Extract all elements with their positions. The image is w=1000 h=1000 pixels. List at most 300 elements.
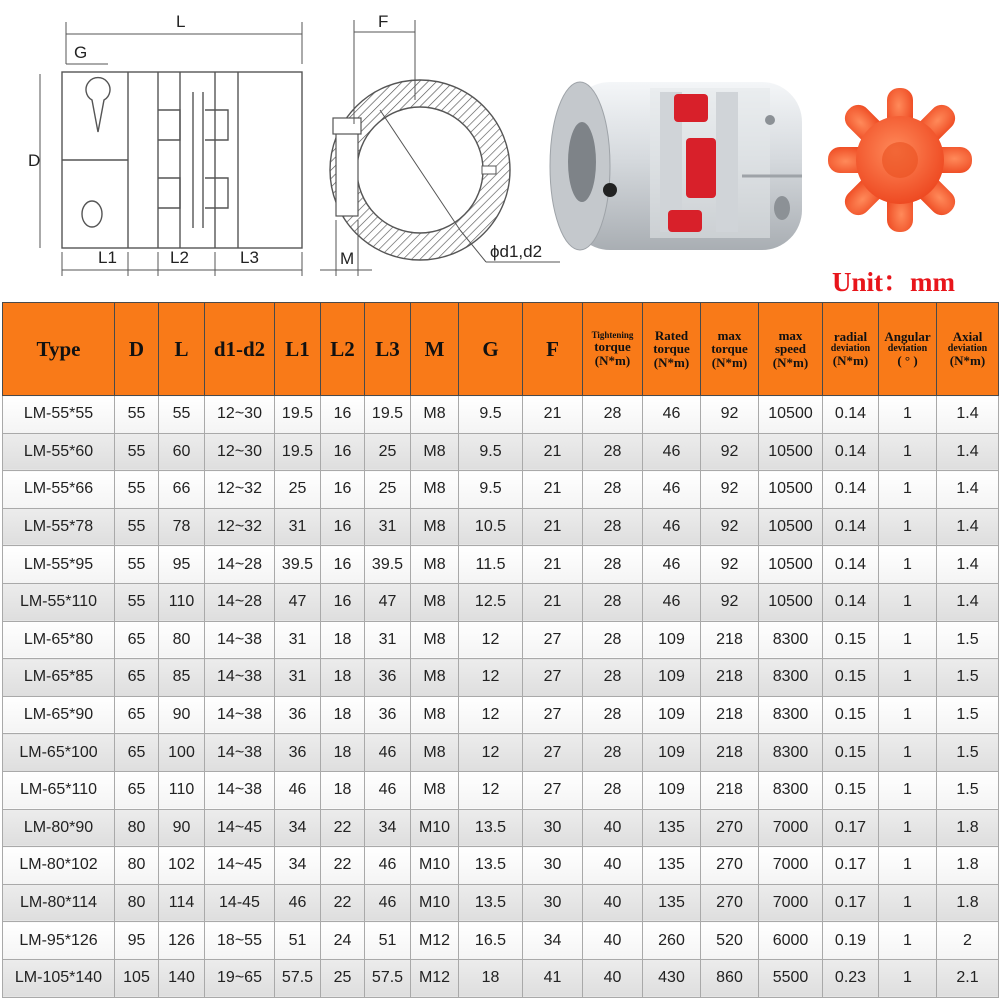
value-cell: 0.15 (823, 696, 879, 734)
header-cell (759, 303, 823, 396)
header-line: torque (711, 341, 748, 357)
dim-label-F: F (378, 12, 389, 31)
value-cell: 1.4 (937, 471, 999, 509)
dim-label-bore: ϕd1,d2 (490, 242, 543, 261)
value-cell: 21 (523, 508, 583, 546)
coupling-drawings (0, 0, 1000, 300)
header-line: speed (774, 341, 807, 357)
value-cell: 14~38 (205, 734, 275, 772)
value-cell: 1 (879, 508, 937, 546)
type-cell: LM-65*90 (3, 696, 115, 734)
value-cell: 18 (321, 659, 365, 697)
type-cell: LM-105*140 (3, 959, 115, 997)
header-line: deviation (887, 342, 928, 354)
value-cell: 28 (583, 621, 643, 659)
value-cell: 21 (523, 396, 583, 434)
header-line: ( ° ) (897, 353, 918, 369)
type-cell: LM-55*55 (3, 396, 115, 434)
coupling-spec-table (2, 302, 999, 998)
value-cell: 260 (643, 922, 701, 960)
value-cell: 1 (879, 847, 937, 885)
value-cell: 7000 (759, 884, 823, 922)
header-cell (937, 303, 999, 396)
value-cell: 40 (583, 884, 643, 922)
value-cell: 18 (321, 696, 365, 734)
value-cell: 92 (701, 583, 759, 621)
dim-label-M: M (340, 249, 355, 268)
value-cell: 9.5 (459, 433, 523, 471)
value-cell: M10 (411, 884, 459, 922)
value-cell: 2.1 (937, 959, 999, 997)
value-cell: 24 (321, 922, 365, 960)
value-cell: 39.5 (275, 546, 321, 584)
value-cell: 109 (643, 734, 701, 772)
value-cell: 92 (701, 508, 759, 546)
insert-jaw-top (674, 94, 708, 122)
value-cell: 95 (159, 546, 205, 584)
value-cell: 0.14 (823, 471, 879, 509)
type-cell: LM-55*66 (3, 471, 115, 509)
value-cell: 46 (365, 884, 411, 922)
value-cell: 27 (523, 734, 583, 772)
value-cell: M8 (411, 396, 459, 434)
value-cell: 16 (321, 583, 365, 621)
header-cell: L1 (275, 303, 321, 396)
value-cell: 22 (321, 884, 365, 922)
header-line: torque (653, 341, 690, 357)
value-cell: 1.4 (937, 508, 999, 546)
value-cell: 18 (321, 771, 365, 809)
value-cell: 40 (583, 809, 643, 847)
type-cell: LM-65*85 (3, 659, 115, 697)
value-cell: 10500 (759, 433, 823, 471)
value-cell: 10.5 (459, 508, 523, 546)
value-cell: 1.8 (937, 847, 999, 885)
value-cell: 1.8 (937, 809, 999, 847)
value-cell: 27 (523, 621, 583, 659)
value-cell: 10500 (759, 546, 823, 584)
value-cell: 92 (701, 433, 759, 471)
header-line: (N*m) (653, 354, 690, 370)
value-cell: 40 (583, 959, 643, 997)
value-cell: 92 (701, 396, 759, 434)
value-cell: 80 (159, 621, 205, 659)
value-cell: 25 (321, 959, 365, 997)
value-cell: 9.5 (459, 396, 523, 434)
value-cell: M8 (411, 771, 459, 809)
value-cell: M10 (411, 847, 459, 885)
header-line: (N*m) (772, 354, 809, 370)
table-row (3, 433, 999, 471)
value-cell: 100 (159, 734, 205, 772)
value-cell: 25 (365, 471, 411, 509)
value-cell: 2 (937, 922, 999, 960)
value-cell: 14~38 (205, 771, 275, 809)
value-cell: 55 (115, 396, 159, 434)
value-cell: 65 (115, 771, 159, 809)
value-cell: 270 (701, 847, 759, 885)
value-cell: 14-45 (205, 884, 275, 922)
table-row (3, 884, 999, 922)
value-cell: 46 (643, 583, 701, 621)
value-cell: 1 (879, 621, 937, 659)
value-cell: 36 (275, 734, 321, 772)
header-cell: D (115, 303, 159, 396)
dim-label-G: G (74, 43, 88, 62)
value-cell: 46 (275, 771, 321, 809)
header-line: radial (833, 329, 868, 345)
value-cell: 36 (365, 696, 411, 734)
value-cell: 66 (159, 471, 205, 509)
value-cell: 31 (365, 508, 411, 546)
dim-label-L: L (176, 12, 186, 31)
value-cell: 1 (879, 583, 937, 621)
value-cell: 12~32 (205, 471, 275, 509)
value-cell: 8300 (759, 659, 823, 697)
value-cell: 31 (275, 621, 321, 659)
value-cell: 218 (701, 771, 759, 809)
type-cell: LM-55*110 (3, 583, 115, 621)
value-cell: 10500 (759, 471, 823, 509)
value-cell: 16 (321, 471, 365, 509)
value-cell: 1 (879, 546, 937, 584)
value-cell: 140 (159, 959, 205, 997)
value-cell: 60 (159, 433, 205, 471)
value-cell: 39.5 (365, 546, 411, 584)
value-cell: 16 (321, 396, 365, 434)
value-cell: 14~28 (205, 546, 275, 584)
value-cell: 90 (159, 809, 205, 847)
value-cell: 40 (583, 847, 643, 885)
value-cell: 14~38 (205, 659, 275, 697)
value-cell: 95 (115, 922, 159, 960)
header-cell: G (459, 303, 523, 396)
value-cell: 0.17 (823, 884, 879, 922)
value-cell: 6000 (759, 922, 823, 960)
value-cell: 40 (583, 922, 643, 960)
value-cell: 105 (115, 959, 159, 997)
value-cell: 7000 (759, 847, 823, 885)
value-cell: 21 (523, 583, 583, 621)
value-cell: 0.14 (823, 396, 879, 434)
value-cell: 1 (879, 809, 937, 847)
value-cell: 270 (701, 884, 759, 922)
value-cell: M12 (411, 959, 459, 997)
value-cell: 218 (701, 621, 759, 659)
value-cell: 110 (159, 583, 205, 621)
type-cell: LM-65*100 (3, 734, 115, 772)
value-cell: 12~30 (205, 396, 275, 434)
header-line: (N*m) (949, 353, 986, 369)
value-cell: 18~55 (205, 922, 275, 960)
value-cell: 19~65 (205, 959, 275, 997)
value-cell: 46 (643, 396, 701, 434)
value-cell: 25 (365, 433, 411, 471)
value-cell: 25 (275, 471, 321, 509)
value-cell: 41 (523, 959, 583, 997)
header-cell: L (159, 303, 205, 396)
value-cell: 10500 (759, 396, 823, 434)
value-cell: 27 (523, 659, 583, 697)
value-cell: 80 (115, 809, 159, 847)
value-cell: 21 (523, 546, 583, 584)
value-cell: 21 (523, 433, 583, 471)
value-cell: 860 (701, 959, 759, 997)
header-line: (N*m) (594, 352, 631, 368)
value-cell: 46 (365, 734, 411, 772)
value-cell: 0.15 (823, 771, 879, 809)
value-cell: 46 (643, 471, 701, 509)
value-cell: 0.23 (823, 959, 879, 997)
value-cell: 430 (643, 959, 701, 997)
table-row (3, 396, 999, 434)
table-row (3, 659, 999, 697)
value-cell: 34 (275, 847, 321, 885)
value-cell: 36 (365, 659, 411, 697)
header-cell: F (523, 303, 583, 396)
value-cell: 14~38 (205, 621, 275, 659)
value-cell: 46 (365, 771, 411, 809)
dim-label-L3: L3 (240, 248, 259, 267)
table-row (3, 734, 999, 772)
value-cell: 28 (583, 734, 643, 772)
value-cell: M8 (411, 508, 459, 546)
value-cell: 109 (643, 696, 701, 734)
value-cell: M10 (411, 809, 459, 847)
value-cell: 12 (459, 696, 523, 734)
value-cell: M12 (411, 922, 459, 960)
value-cell: 1 (879, 771, 937, 809)
value-cell: 65 (115, 659, 159, 697)
value-cell: 270 (701, 809, 759, 847)
value-cell: 12 (459, 621, 523, 659)
value-cell: 12~30 (205, 433, 275, 471)
header-line: Rated (654, 327, 689, 343)
value-cell: 0.14 (823, 508, 879, 546)
value-cell: 0.17 (823, 847, 879, 885)
value-cell: 135 (643, 884, 701, 922)
value-cell: 8300 (759, 621, 823, 659)
header-cell: Type (3, 303, 115, 396)
value-cell: 46 (643, 433, 701, 471)
type-cell: LM-95*126 (3, 922, 115, 960)
type-cell: LM-65*110 (3, 771, 115, 809)
value-cell: 65 (115, 696, 159, 734)
dim-label-L2: L2 (170, 248, 189, 267)
value-cell: 92 (701, 471, 759, 509)
value-cell: 30 (523, 884, 583, 922)
table-row (3, 922, 999, 960)
value-cell: 28 (583, 696, 643, 734)
table-row (3, 696, 999, 734)
value-cell: 1.4 (937, 433, 999, 471)
value-cell: 1.4 (937, 396, 999, 434)
header-cell: d1-d2 (205, 303, 275, 396)
header-line: Axial (952, 329, 983, 345)
value-cell: 51 (275, 922, 321, 960)
value-cell: 109 (643, 771, 701, 809)
value-cell: M8 (411, 546, 459, 584)
value-cell: 57.5 (365, 959, 411, 997)
value-cell: 10500 (759, 508, 823, 546)
value-cell: 14~45 (205, 809, 275, 847)
header-line: (N*m) (832, 353, 869, 369)
value-cell: 109 (643, 659, 701, 697)
value-cell: 8300 (759, 734, 823, 772)
value-cell: 1 (879, 659, 937, 697)
value-cell: 19.5 (275, 396, 321, 434)
value-cell: 135 (643, 847, 701, 885)
value-cell: 27 (523, 696, 583, 734)
table-row (3, 847, 999, 885)
table-row (3, 546, 999, 584)
value-cell: 85 (159, 659, 205, 697)
table-row (3, 959, 999, 997)
table-row (3, 809, 999, 847)
value-cell: M8 (411, 696, 459, 734)
value-cell: 1.4 (937, 546, 999, 584)
value-cell: 34 (523, 922, 583, 960)
value-cell: 135 (643, 809, 701, 847)
value-cell: 55 (159, 396, 205, 434)
dim-label-L1: L1 (98, 248, 117, 267)
value-cell: 36 (275, 696, 321, 734)
value-cell: 30 (523, 847, 583, 885)
value-cell: 46 (275, 884, 321, 922)
value-cell: 51 (365, 922, 411, 960)
header-line: max (778, 327, 803, 343)
value-cell: 18 (459, 959, 523, 997)
value-cell: 1.5 (937, 771, 999, 809)
value-cell: 31 (275, 508, 321, 546)
value-cell: 16 (321, 546, 365, 584)
header-line: deviation (830, 342, 871, 354)
header-cell (583, 303, 643, 396)
product-illustration-area (0, 0, 1000, 300)
header-cell (823, 303, 879, 396)
value-cell: 5500 (759, 959, 823, 997)
table-row (3, 471, 999, 509)
value-cell: 114 (159, 884, 205, 922)
value-cell: 1 (879, 696, 937, 734)
value-cell: 18 (321, 734, 365, 772)
unit-label: Unit：mm (832, 267, 955, 297)
value-cell: 16.5 (459, 922, 523, 960)
end-view-drawing (320, 20, 560, 276)
value-cell: 55 (115, 508, 159, 546)
value-cell: 218 (701, 734, 759, 772)
value-cell: 28 (583, 659, 643, 697)
value-cell: 12~32 (205, 508, 275, 546)
value-cell: 1.5 (937, 734, 999, 772)
value-cell: 34 (365, 809, 411, 847)
value-cell: M8 (411, 583, 459, 621)
value-cell: 0.15 (823, 734, 879, 772)
value-cell: 1 (879, 959, 937, 997)
header-cell: M (411, 303, 459, 396)
value-cell: 1 (879, 396, 937, 434)
value-cell: 0.15 (823, 659, 879, 697)
value-cell: 0.14 (823, 546, 879, 584)
value-cell: 110 (159, 771, 205, 809)
value-cell: 30 (523, 809, 583, 847)
value-cell: 34 (275, 809, 321, 847)
value-cell: 218 (701, 659, 759, 697)
value-cell: 55 (115, 433, 159, 471)
value-cell: 13.5 (459, 884, 523, 922)
value-cell: 31 (365, 621, 411, 659)
header-line: deviation (947, 342, 988, 354)
value-cell: 55 (115, 546, 159, 584)
type-cell: LM-80*90 (3, 809, 115, 847)
value-cell: 90 (159, 696, 205, 734)
value-cell: 65 (115, 734, 159, 772)
table-row (3, 621, 999, 659)
value-cell: 13.5 (459, 847, 523, 885)
value-cell: 18 (321, 621, 365, 659)
value-cell: 13.5 (459, 809, 523, 847)
value-cell: 28 (583, 433, 643, 471)
value-cell: 55 (115, 583, 159, 621)
coupling-photo (550, 82, 802, 250)
value-cell: M8 (411, 433, 459, 471)
value-cell: 46 (643, 546, 701, 584)
value-cell: 46 (365, 847, 411, 885)
value-cell: 126 (159, 922, 205, 960)
value-cell: 12 (459, 734, 523, 772)
value-cell: 1.5 (937, 621, 999, 659)
value-cell: 21 (523, 471, 583, 509)
value-cell: 80 (115, 884, 159, 922)
value-cell: 55 (115, 471, 159, 509)
value-cell: 12 (459, 771, 523, 809)
type-cell: LM-55*60 (3, 433, 115, 471)
value-cell: 92 (701, 546, 759, 584)
value-cell: 78 (159, 508, 205, 546)
value-cell: 14~28 (205, 583, 275, 621)
header-line: (N*m) (711, 354, 748, 370)
value-cell: 218 (701, 696, 759, 734)
value-cell: 14~38 (205, 696, 275, 734)
value-cell: 1 (879, 734, 937, 772)
table-body (3, 396, 999, 998)
type-cell: LM-55*95 (3, 546, 115, 584)
value-cell: 22 (321, 809, 365, 847)
value-cell: 1.4 (937, 583, 999, 621)
type-cell: LM-80*114 (3, 884, 115, 922)
value-cell: 19.5 (365, 396, 411, 434)
type-cell: LM-65*80 (3, 621, 115, 659)
spider-insert-photo (828, 88, 972, 232)
value-cell: 0.15 (823, 621, 879, 659)
value-cell: 19.5 (275, 433, 321, 471)
value-cell: 14~45 (205, 847, 275, 885)
value-cell: 46 (643, 508, 701, 546)
insert-jaw-bottom (668, 210, 702, 232)
value-cell: 65 (115, 621, 159, 659)
value-cell: 0.14 (823, 433, 879, 471)
value-cell: 28 (583, 508, 643, 546)
table-row (3, 771, 999, 809)
dim-label-D: D (28, 151, 41, 170)
value-cell: 47 (365, 583, 411, 621)
header-cell: L2 (321, 303, 365, 396)
value-cell: 1 (879, 433, 937, 471)
value-cell: 12 (459, 659, 523, 697)
value-cell: 28 (583, 471, 643, 509)
value-cell: 28 (583, 396, 643, 434)
value-cell: 1 (879, 471, 937, 509)
